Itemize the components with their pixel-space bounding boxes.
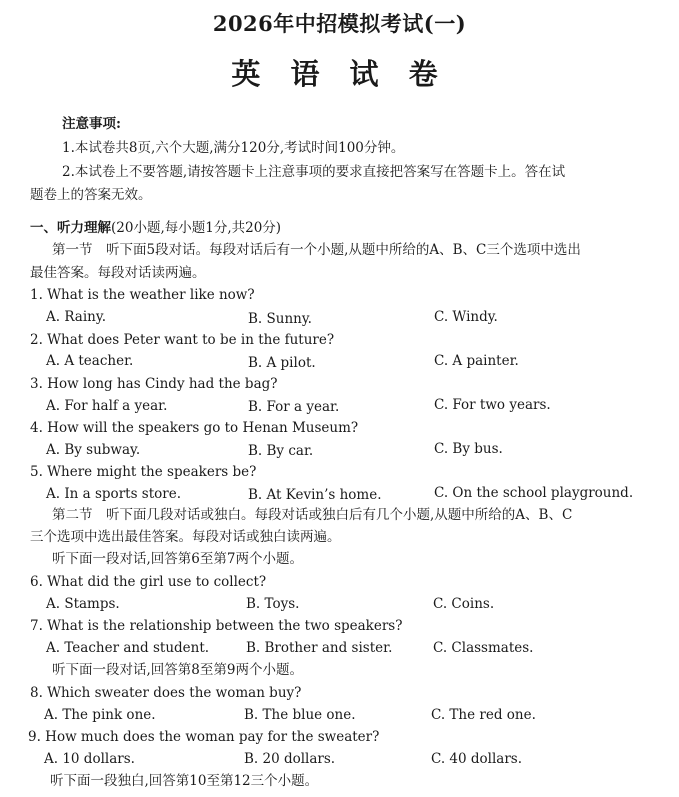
question-9: 9. How much does the woman pay for the sweater? <box>28 729 380 745</box>
part-2-instructions-line-1: 第二节 听下面几段对话或独白。每段对话或独白后有几个小题,从题中所给的A、B、C <box>52 507 573 523</box>
q7-option-a: A. Teacher and student. <box>46 640 210 656</box>
question-7: 7. What is the relationship between the two speakers? <box>30 618 403 634</box>
q1-option-a: A. Rainy. <box>46 309 106 325</box>
q8-option-a: A. The pink one. <box>44 707 156 723</box>
notes-heading: 注意事项: <box>62 116 121 132</box>
question-5: 5. Where might the speakers be? <box>30 464 257 480</box>
q2-option-a: A. A teacher. <box>46 353 134 369</box>
directions-q6-q7: 听下面一段对话,回答第6至第7两个小题。 <box>52 551 303 567</box>
q1-option-c: C. Windy. <box>434 309 498 325</box>
question-1: 1. What is the weather like now? <box>30 287 255 303</box>
q2-option-b: B. A pilot. <box>248 355 316 371</box>
q7-option-c: C. Classmates. <box>433 640 534 656</box>
section-1-heading-note: (20小题,每小题1分,共20分) <box>111 220 282 236</box>
q6-option-a: A. Stamps. <box>46 596 120 612</box>
part-1-instructions-line-2: 最佳答案。每段对话读两遍。 <box>30 265 206 281</box>
q4-option-b: B. By car. <box>248 443 314 459</box>
q5-option-a: A. In a sports store. <box>46 486 181 502</box>
q9-option-b: B. 20 dollars. <box>244 751 336 767</box>
q9-option-c: C. 40 dollars. <box>431 751 523 767</box>
q4-option-c: C. By bus. <box>434 441 503 457</box>
notes-item-1: 1.本试卷共8页,六个大题,满分120分,考试时间100分钟。 <box>62 140 405 156</box>
question-6: 6. What did the girl use to collect? <box>30 574 267 590</box>
q5-option-c: C. On the school playground. <box>434 485 634 501</box>
question-2: 2. What does Peter want to be in the future? <box>30 332 335 348</box>
directions-q8-q9: 听下面一段对话,回答第8至第9两个小题。 <box>52 662 303 678</box>
part-1-instructions-line-1: 第一节 听下面5段对话。每段对话后有一个小题,从题中所给的A、B、C三个选项中选出 <box>52 242 581 258</box>
q6-option-b: B. Toys. <box>246 596 300 612</box>
q8-option-c: C. The red one. <box>431 707 536 723</box>
question-4: 4. How will the speakers go to Henan Museum? <box>30 420 359 436</box>
notes-item-2-line-1: 2.本试卷上不要答题,请按答题卡上注意事项的要求直接把答案写在答题卡上。答在试 <box>62 164 566 180</box>
q5-option-b: B. At Kevin’s home. <box>248 487 382 503</box>
q6-option-c: C. Coins. <box>433 596 495 612</box>
exam-title: 2026年中招模拟考试(一) <box>212 11 467 36</box>
subject-title: 英 语 试 卷 <box>231 57 448 91</box>
q4-option-a: A. By subway. <box>46 442 141 458</box>
q7-option-b: B. Brother and sister. <box>246 640 393 656</box>
q3-option-c: C. For two years. <box>434 397 551 413</box>
directions-q10-q12: 听下面一段独白,回答第10至第12三个小题。 <box>50 773 319 789</box>
section-1-heading-row <box>30 219 281 237</box>
q9-option-a: A. 10 dollars. <box>44 751 135 767</box>
q3-option-a: A. For half a year. <box>46 398 168 414</box>
part-2-instructions-line-2: 三个选项中选出最佳答案。每段对话或独白读两遍。 <box>30 529 341 545</box>
section-1-heading: 一、听力理解 <box>30 220 111 236</box>
notes-item-2-line-2: 题卷上的答案无效。 <box>30 187 152 203</box>
question-8: 8. Which sweater does the woman buy? <box>30 685 302 701</box>
q2-option-c: C. A painter. <box>434 353 519 369</box>
q8-option-b: B. The blue one. <box>244 707 356 723</box>
question-3: 3. How long has Cindy had the bag? <box>30 376 278 392</box>
q3-option-b: B. For a year. <box>248 399 340 415</box>
q1-option-b: B. Sunny. <box>248 311 312 327</box>
